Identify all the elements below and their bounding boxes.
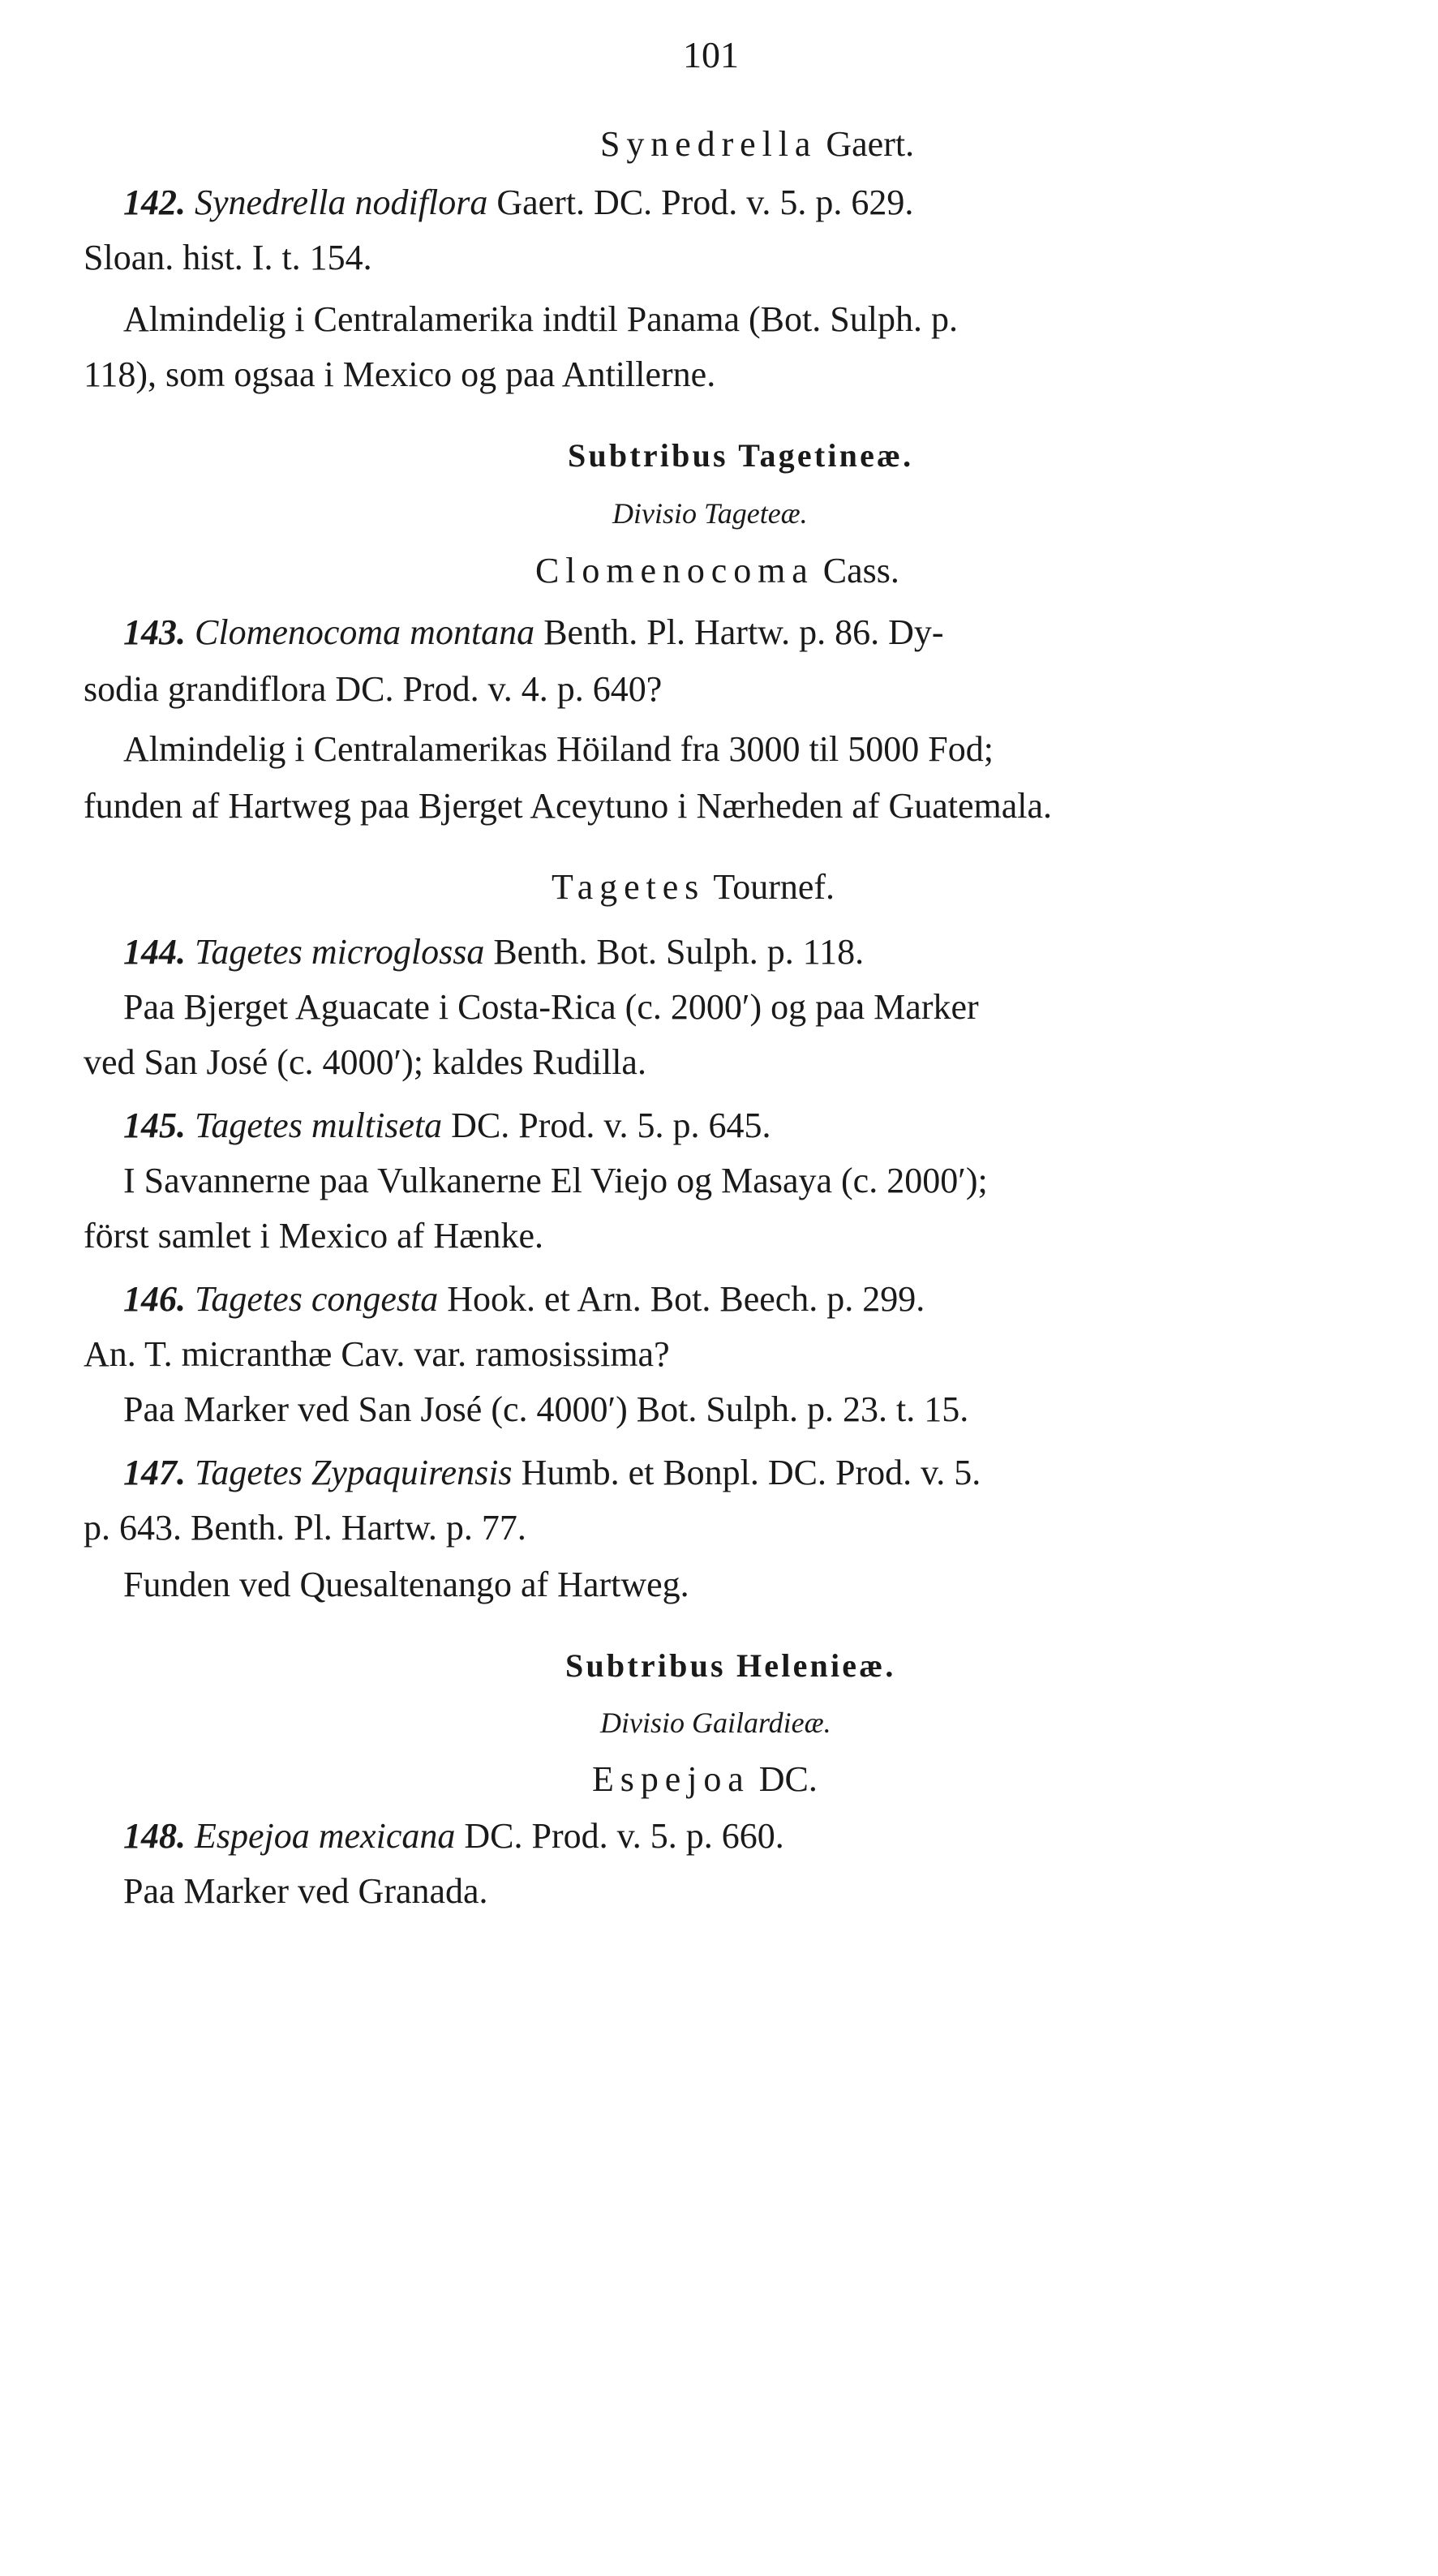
genus-name: Tagetes: [552, 867, 706, 907]
reference: Benth. Bot. Sulph. p. 118.: [493, 932, 865, 972]
entry-143-text: Almindelig i Centralamerikas Höiland fra 3000 til 5000 Fod;: [123, 729, 994, 769]
page-number: 101: [683, 34, 739, 75]
entry-146: [123, 1277, 925, 1322]
species-name: Tagetes multiseta: [195, 1106, 443, 1145]
genus-heading-clomenocoma: [535, 548, 899, 594]
species-name: Espejoa mexicana: [195, 1816, 456, 1856]
reference: Hook. et Arn. Bot. Beech. p. 299.: [447, 1279, 925, 1319]
species-name: Tagetes congesta: [195, 1279, 439, 1319]
genus-name: Espejoa: [592, 1759, 750, 1799]
reference: Benth. Pl. Hartw. p. 86. Dy-: [543, 612, 944, 652]
entry-143-text-cont: funden af Hartweg paa Bjerget Aceytuno i Nærheden af Guatemala.: [84, 786, 1053, 826]
entry-142-ref-cont: Sloan. hist. I. t. 154.: [84, 238, 372, 277]
genus-name: Clomenocoma: [535, 551, 814, 590]
genus-name: Synedrella: [600, 124, 818, 164]
entry-143-ref-cont: sodia grandiflora DC. Prod. v. 4. p. 640?: [84, 669, 663, 709]
reference: Humb. et Bonpl. DC. Prod. v. 5.: [521, 1453, 981, 1492]
divisio-heading: Divisio Tageteæ.: [612, 497, 808, 530]
species-name: Synedrella nodiflora: [195, 182, 488, 222]
entry-144: [123, 930, 864, 975]
genus-heading-espejoa: [592, 1757, 818, 1802]
reference: Gaert. DC. Prod. v. 5. p. 629.: [496, 182, 914, 222]
genus-author: Gaert.: [826, 124, 915, 164]
entry-148: [123, 1814, 784, 1859]
entry-146-text: Paa Marker ved San José (c. 4000′) Bot. Sulph. p. 23. t. 15.: [123, 1389, 969, 1429]
entry-142-text: Almindelig i Centralamerika indtil Panama (Bot. Sulph. p.: [123, 299, 958, 339]
genus-author: Cass.: [822, 551, 899, 590]
divisio-heading: Divisio Gailardieæ.: [600, 1707, 831, 1739]
genus-heading-synedrella: [600, 122, 914, 167]
genus-author: Tournef.: [713, 867, 835, 907]
species-name: Tagetes microglossa: [195, 932, 485, 972]
entry-147-ref-cont: p. 643. Benth. Pl. Hartw. p. 77.: [84, 1508, 526, 1548]
entry-146-ref-cont: An. T. micranthæ Cav. var. ramosissima?: [84, 1334, 670, 1374]
entry-number: 143.: [123, 612, 186, 652]
species-name: Tagetes Zypaquirensis: [195, 1453, 513, 1492]
entry-142: [123, 180, 913, 225]
subtribus-heading: Subtribus Helenieæ.: [565, 1647, 896, 1684]
entry-number: 142.: [123, 182, 186, 222]
reference: DC. Prod. v. 5. p. 645.: [451, 1106, 771, 1145]
entry-number: 148.: [123, 1816, 186, 1856]
entry-145-text: I Savannerne paa Vulkanerne El Viejo og Masaya (c. 2000′);: [123, 1161, 988, 1200]
entry-number: 147.: [123, 1453, 186, 1492]
entry-number: 144.: [123, 932, 186, 972]
entry-148-text: Paa Marker ved Granada.: [123, 1871, 488, 1911]
entry-142-text-cont: 118), som ogsaa i Mexico og paa Antillerne.: [84, 354, 716, 394]
entry-147: [123, 1450, 981, 1496]
genus-heading-tagetes: [552, 865, 835, 910]
subtribus-heading: Subtribus Tagetineæ.: [568, 437, 914, 474]
genus-author: DC.: [758, 1759, 818, 1799]
species-name: Clomenocoma montana: [195, 612, 535, 652]
entry-number: 145.: [123, 1106, 186, 1145]
entry-145-text-cont: först samlet i Mexico af Hænke.: [84, 1216, 543, 1256]
entry-147-text: Funden ved Quesaltenango af Hartweg.: [123, 1565, 689, 1604]
entry-144-text: Paa Bjerget Aguacate i Costa-Rica (c. 2000′) og paa Marker: [123, 987, 979, 1027]
entry-143: [123, 610, 944, 655]
entry-144-text-cont: ved San José (c. 4000′); kaldes Rudilla.: [84, 1042, 646, 1082]
entry-number: 146.: [123, 1279, 186, 1319]
reference: DC. Prod. v. 5. p. 660.: [464, 1816, 784, 1856]
entry-145: [123, 1103, 771, 1148]
